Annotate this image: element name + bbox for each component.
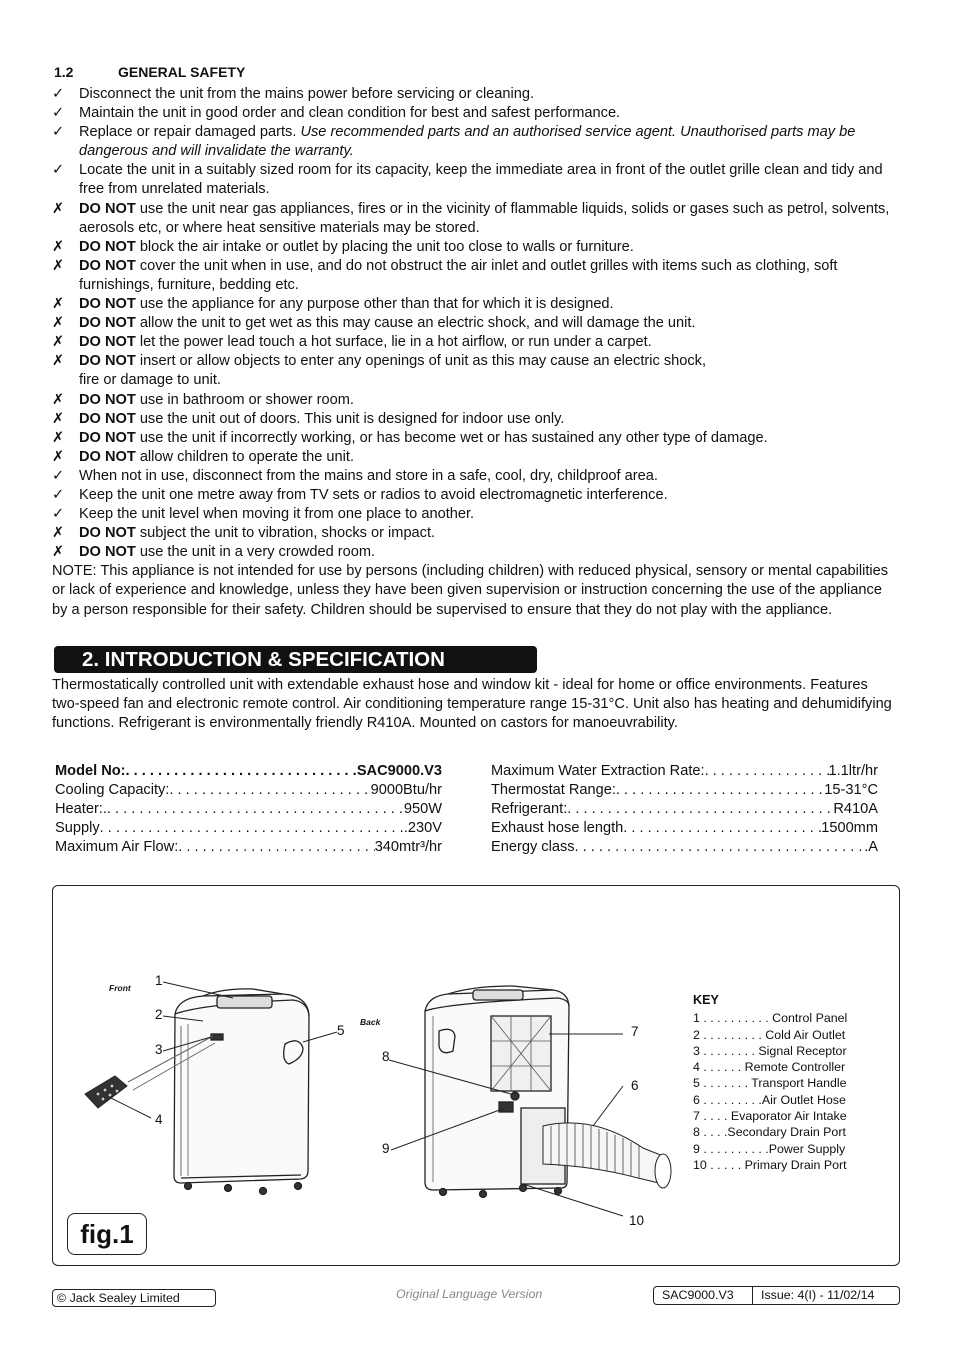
spec-leader-dots [169, 781, 370, 800]
callout-8: 8 [382, 1049, 390, 1064]
safety-item [52, 104, 897, 123]
callout-4: 4 [155, 1112, 163, 1127]
key-entry: 8 . . . .Secondary Drain Port [693, 1125, 846, 1140]
key-entry: 7 . . . . Evaporator Air Intake [693, 1109, 847, 1124]
safety-text: insert or allow objects to enter any openings of unit as this may cause an electric shock, [135, 353, 707, 370]
safety-text: use the unit in a very crowded room. [135, 544, 376, 561]
spec-row [491, 838, 878, 857]
spec-row [491, 781, 878, 800]
spec-column-right [491, 762, 878, 857]
callout-2: 2 [155, 1007, 163, 1022]
footer-copyright: © Jack Sealey Limited [52, 1289, 216, 1307]
key-entry: 9 . . . . . . . . . .Power Supply [693, 1141, 846, 1156]
check-icon: ✓ [52, 162, 65, 179]
spec-leader-dots [100, 819, 404, 838]
safety-text: allow the unit to get wet as this may cause an electric shock, and will damage the unit. [135, 315, 696, 332]
spec-leader-dots [126, 762, 357, 781]
check-icon: ✓ [52, 486, 65, 503]
do-not-label: DO NOT [79, 238, 136, 255]
cross-icon: ✗ [52, 410, 65, 427]
spec-label: Maximum Air Flow: [55, 839, 179, 856]
spec-column-left [55, 762, 442, 857]
spec-leader-dots [705, 762, 829, 781]
spec-label: Energy class [491, 839, 575, 856]
key-entry: 3 . . . . . . . . Signal Receptor [693, 1043, 847, 1058]
callout-7: 7 [631, 1024, 639, 1039]
cross-icon: ✗ [52, 238, 65, 255]
safety-item [52, 391, 897, 410]
cross-icon: ✗ [52, 448, 65, 465]
spec-label: Heater:. [55, 801, 107, 818]
callout-1: 1 [155, 973, 163, 988]
safety-text-continued: fire or damage to unit. [79, 372, 221, 389]
spec-leader-dots [623, 819, 821, 838]
check-icon: ✓ [52, 86, 65, 102]
spec-value: 340mtr³/hr [374, 839, 442, 856]
spec-value: 950W [403, 801, 442, 818]
spec-row [491, 819, 878, 838]
safety-text: Maintain the unit in good order and clean condition for best and safest performance. [79, 105, 621, 122]
safety-item [52, 161, 897, 199]
safety-text: let the power lead touch a hot surface, lie in a hot airflow, or run under a carpet. [135, 334, 652, 351]
footer-model: SAC9000.V3 [654, 1287, 753, 1304]
spec-value: .A [864, 839, 878, 856]
check-icon: ✓ [52, 506, 65, 523]
safety-item [52, 429, 897, 448]
safety-text: When not in use, disconnect from the mains and store in a safe, cool, dry, childproof area. [79, 467, 658, 484]
safety-text: use the appliance for any purpose other than that for which it is designed. [135, 296, 614, 313]
spec-label: Maximum Water Extraction Rate: [491, 763, 705, 779]
cross-icon: ✗ [52, 544, 65, 561]
spec-row [491, 762, 878, 781]
do-not-label: DO NOT [79, 525, 136, 542]
spec-leader-dots [178, 838, 374, 857]
safety-text: Keep the unit one metre away from TV sets or radios to avoid electromagnetic interference. [79, 486, 668, 503]
check-icon: ✓ [52, 105, 65, 122]
section-heading-general-safety [54, 64, 245, 80]
safety-text: Keep the unit level when moving it from one place to another. [79, 506, 475, 523]
safety-item [52, 123, 897, 161]
safety-item [52, 448, 897, 467]
cross-icon: ✗ [52, 391, 65, 408]
key-title: KEY [693, 993, 719, 1007]
callout-3: 3 [155, 1042, 163, 1057]
safety-item [52, 295, 897, 314]
section-number: 1.2 [54, 64, 74, 80]
note-paragraph: NOTE: This appliance is not intended for use by persons (including children) with reduced physical, sensory or mental capabilities or lack of experience and knowledge, unless they have been given supervision or instruction concerning the use of the appliance by a person responsible for their safety. Children should be supervised to ensure that they do not play with the appliance. [52, 563, 889, 618]
safety-text: Locate the unit in a suitably sized room for its capacity, keep the immediate area in front of the outlet grille clean and tidy and free from unrelated materials. [79, 162, 883, 198]
safety-item [52, 505, 897, 524]
spec-value: .230V [403, 820, 442, 837]
safety-item [52, 486, 897, 505]
safety-item [52, 467, 897, 486]
key-entry: 2 . . . . . . . . . Cold Air Outlet [693, 1027, 846, 1042]
safety-italic-text: Use recommended parts and an authorised service agent. Unauthorised parts may be dangerous and will invalidate the warranty. [79, 124, 856, 160]
do-not-label: DO NOT [79, 391, 136, 408]
do-not-label: DO NOT [79, 315, 136, 332]
spec-value: 15-31°C [824, 782, 878, 799]
spec-value: 1.1ltr/hr [828, 763, 878, 779]
spec-label: Thermostat Range: [491, 782, 616, 799]
safety-text: use in bathroom or shower room. [135, 391, 354, 408]
safety-item [52, 333, 897, 352]
back-unit-drawing [425, 986, 569, 1198]
do-not-label: DO NOT [79, 200, 136, 217]
key-entry: 10 . . . . . Primary Drain Port [693, 1157, 847, 1172]
safety-text: use the unit near gas appliances, fires or in the vicinity of flammable liquids, solids or gases such as petrol, solvents, aerosols etc, or where heat sensitive materials may be stored. [79, 200, 890, 236]
safety-text: subject the unit to vibration, shocks or impact. [135, 525, 436, 542]
spec-leader-dots [107, 800, 404, 819]
key-entry: 4 . . . . . . Remote Controller [693, 1060, 846, 1075]
callout-9: 9 [382, 1141, 390, 1156]
cross-icon: ✗ [52, 334, 65, 351]
callout-10: 10 [629, 1213, 645, 1228]
key-entry: 6 . . . . . . . . .Air Outlet Hose [693, 1092, 846, 1107]
spec-label: Cooling Capacity: [55, 782, 170, 799]
spec-row [55, 762, 442, 781]
safety-text: Disconnect the unit from the mains power before servicing or cleaning. [79, 86, 535, 102]
do-not-label: DO NOT [79, 257, 136, 274]
key-entry: 1 . . . . . . . . . . Control Panel [693, 1011, 848, 1026]
check-icon: ✓ [52, 124, 65, 141]
do-not-label: DO NOT [79, 296, 136, 313]
spec-label: Supply [55, 820, 100, 837]
cross-icon: ✗ [52, 315, 65, 332]
safety-text: use the unit out of doors. This unit is designed for indoor use only. [135, 410, 565, 427]
spec-value: 1500mm [821, 820, 878, 837]
footer-model-issue [653, 1286, 900, 1305]
spec-label: Exhaust hose length [491, 820, 624, 837]
safety-item [52, 352, 897, 390]
cross-icon: ✗ [52, 200, 65, 217]
safety-item [52, 238, 897, 257]
do-not-label: DO NOT [79, 353, 136, 370]
safety-item [52, 85, 897, 104]
safety-item [52, 200, 897, 238]
back-view-tag: Back [360, 1017, 381, 1027]
safety-text: block the air intake or outlet by placing the unit too close to walls or furniture. [135, 238, 634, 255]
do-not-label: DO NOT [79, 410, 136, 427]
safety-item [52, 314, 897, 333]
safety-item [52, 543, 897, 562]
spec-label: Model No: [55, 763, 126, 779]
spec-row [55, 800, 442, 819]
footer-language: Original Language Version [396, 1287, 543, 1301]
safety-list [52, 85, 897, 620]
spec-value: R410A [833, 801, 878, 818]
safety-text: use the unit if incorrectly working, or has become wet or has sustained any other type of damage. [135, 429, 768, 446]
cross-icon: ✗ [52, 257, 65, 274]
safety-item [52, 410, 897, 429]
intro-paragraph: Thermostatically controlled unit with extendable exhaust hose and window kit - ideal for home or office environments. Features two-speed fan and electronic remote control. Air conditioning temperature range 15-31°C. Unit also has heating and dehumidifying functions. Refrigerant is environmentally friendly R410A. Mounted on castors for manoeuvrability. [52, 677, 892, 732]
safety-item [52, 524, 897, 543]
cross-icon: ✗ [52, 429, 65, 446]
footer-issue: Issue: 4(I) - 11/02/14 [761, 1288, 875, 1302]
do-not-label: DO NOT [79, 448, 136, 465]
section-banner-introduction: 2. INTRODUCTION & SPECIFICATION [54, 646, 537, 673]
cross-icon: ✗ [52, 296, 65, 313]
spec-label: Refrigerant: [491, 801, 568, 818]
safety-text: allow children to operate the unit. [135, 448, 354, 465]
callout-5: 5 [337, 1023, 345, 1038]
spec-row [55, 819, 442, 838]
spec-value: 9000Btu/hr [370, 782, 442, 799]
spec-row [55, 838, 442, 857]
safety-item [52, 257, 897, 295]
spec-value: SAC9000.V3 [356, 763, 442, 779]
spec-row [55, 781, 442, 800]
figure-box [52, 885, 900, 1266]
do-not-label: DO NOT [79, 544, 136, 561]
spec-leader-dots [616, 781, 824, 800]
cross-icon: ✗ [52, 353, 65, 370]
check-icon: ✓ [52, 467, 65, 484]
section-title: GENERAL SAFETY [118, 64, 246, 80]
front-view-tag: Front [109, 983, 131, 993]
do-not-label: DO NOT [79, 429, 136, 446]
do-not-label: DO NOT [79, 334, 136, 351]
figure-label: fig.1 [67, 1213, 147, 1255]
cross-icon: ✗ [52, 525, 65, 542]
safety-text: cover the unit when in use, and do not obstruct the air inlet and outlet grilles with items such as clothing, soft furnishings, furniture, bedding etc. [79, 257, 838, 293]
safety-text: Replace or repair damaged parts. [79, 124, 301, 141]
key-entry: 5 . . . . . . . Transport Handle [693, 1076, 847, 1091]
figure-key [693, 992, 863, 1173]
callout-6: 6 [631, 1078, 639, 1093]
spec-row [491, 800, 878, 819]
spec-leader-dots [575, 838, 865, 857]
spec-leader-dots [567, 800, 833, 819]
